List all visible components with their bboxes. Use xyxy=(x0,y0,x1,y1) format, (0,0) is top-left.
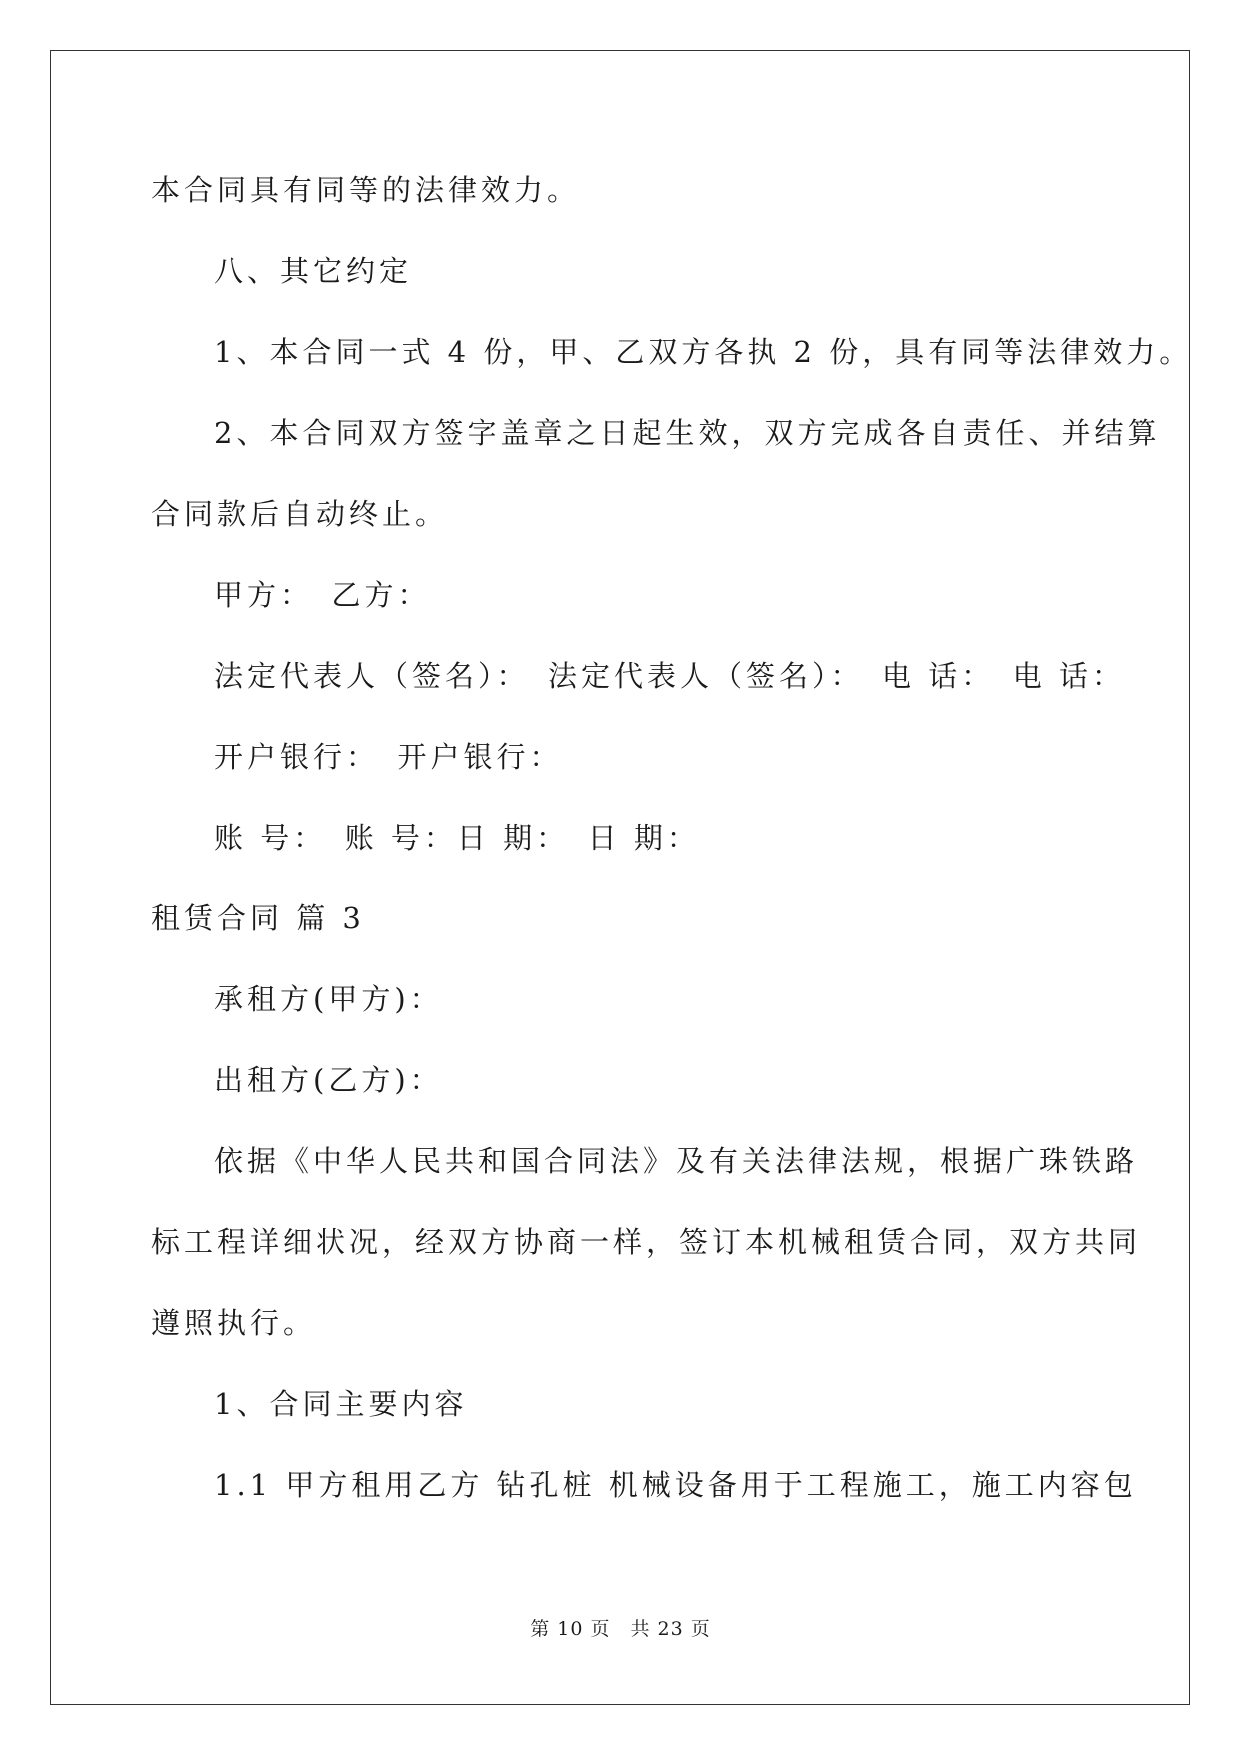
text-line: 承租方(甲方)： xyxy=(214,982,443,1016)
section-heading: 八、其它约定 xyxy=(214,254,413,288)
signature-line: 账 号： 账 号：日 期： 日 期： xyxy=(214,821,700,855)
page-border xyxy=(50,50,1193,1705)
text-line: 合同款后自动终止。 xyxy=(151,497,449,531)
text-line: 出租方(乙方)： xyxy=(214,1063,443,1097)
text-line: 1、本合同一式 4 份，甲、乙双方各执 2 份，具有同等法律效力。 xyxy=(214,335,1193,369)
signature-line: 法定代表人（签名）： 法定代表人（签名）： 电 话： 电 话： xyxy=(214,659,1125,693)
signature-line: 甲方： 乙方： xyxy=(214,578,431,612)
page-number: 第 10 页 共 23 页 xyxy=(530,1618,711,1640)
text-line: 2、本合同双方签字盖章之日起生效，双方完成各自责任、并结算 xyxy=(214,416,1161,450)
text-line: 依据《中华人民共和国合同法》及有关法律法规，根据广珠铁路 xyxy=(214,1144,1139,1178)
signature-line: 开户银行： 开户银行： xyxy=(214,740,563,774)
text-line: 1.1 甲方租用乙方 钻孔桩 机械设备用于工程施工，施工内容包 xyxy=(214,1468,1137,1502)
section-heading: 1、合同主要内容 xyxy=(214,1387,468,1421)
text-line: 标工程详细状况，经双方协商一样，签订本机械租赁合同，双方共同 xyxy=(151,1225,1142,1259)
text-line: 遵照执行。 xyxy=(151,1306,317,1340)
contract-title: 租赁合同 篇 3 xyxy=(151,901,365,935)
text-line: 本合同具有同等的法律效力。 xyxy=(151,173,581,207)
